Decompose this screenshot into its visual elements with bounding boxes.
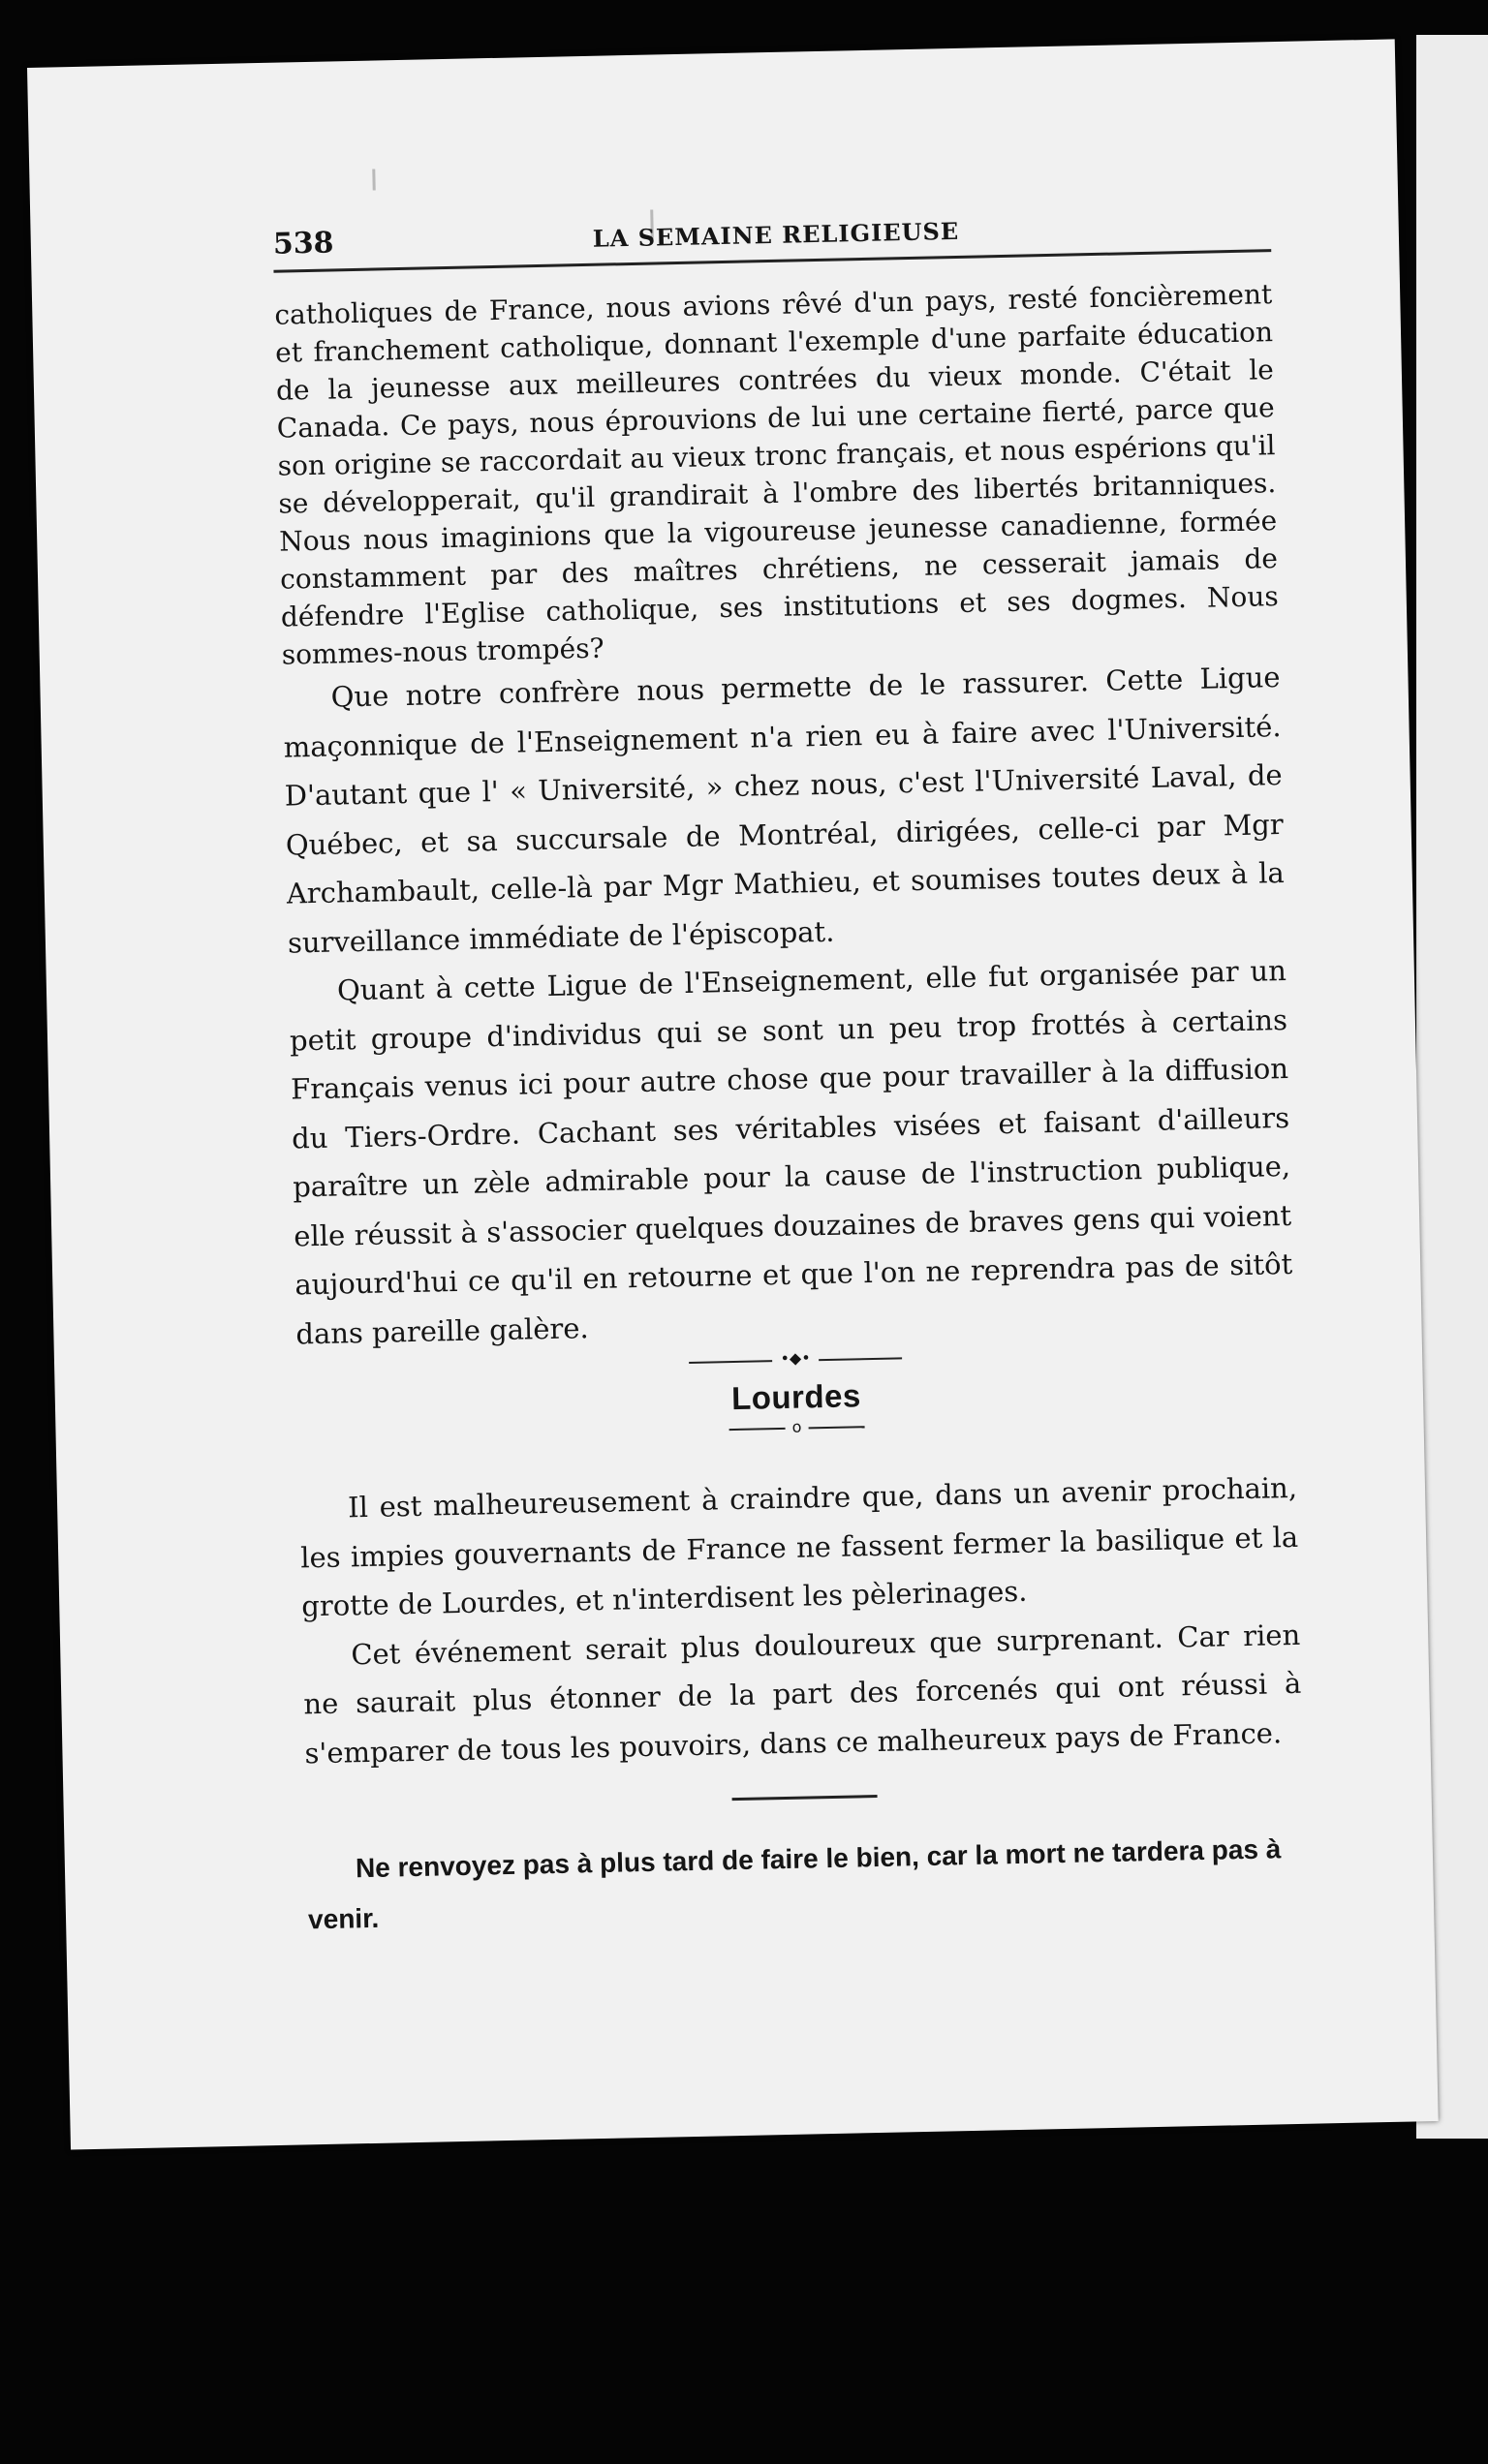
document-page [27,39,1439,2149]
section-title: Lourdes [730,1377,862,1417]
page-content [273,206,1307,1945]
end-rule [732,1795,878,1801]
running-header [273,206,1272,273]
body-paragraph: catholiques de France, nous avions rêvé d'un pays, resté foncièrement et franchement catholique, donnant l'exemple d'une parfaite éducation de la jeunesse aux meilleures contrées du vieux monde. C'était le Canada. Ce pays, nous éprouvions de lui une certaine fierté, parce que son origine se raccordait au vieux tronc français, et nous espérions qu'il se développerait, qu'il grandirait à l'ombre des libertés britanniques. Nous nous imaginions que la vigoureuse jeunesse canadienne, formée constamment par des maîtres chrétiens, ne cesserait jamais de défendre l'Eglise catholique, ses institutions et ses dogmes. Nous sommes-nous trompés? [274,278,1280,671]
section-paragraph: Cet événement serait plus douloureux que surprenant. Car rien ne saurait plus étonner de la part des forcenés qui ont réussi à s'emparer de tous les pouvoirs, dans ce malheureux pays de France. [303,1617,1302,1770]
body-paragraph: Que notre confrère nous permette de le rassurer. Cette Ligue maçonnique de l'Enseignement n'a rien eu à faire avec l'Université. D'autant que l' « Université, » chez nous, c'est l'Université Laval, de Québec, et sa succursale de Montréal, dirigées, celle-ci par Mgr Archambault, celle-là par Mgr Mathieu, et soumises toutes deux à la surveillance immédiate de l'épiscopat. [283,661,1286,960]
title-ornament: o [785,1419,808,1434]
scan-speck [372,169,375,190]
page-number: 538 [272,226,334,262]
separator-ornament: •◆• [772,1349,819,1368]
body-paragraph: Quant à cette Ligue de l'Enseignement, elle fut organisée par un petit groupe d'individus qui se sont un peu trop frottés à certains Français venus ici pour autre chose que pour travailler à la diffusion du Tiers-Ordre. Cachant ses véritables visées et faisant d'ailleurs paraître un zèle admirable pour la cause de l'instruction publique, elle réussit à s'associer quelques douzaines de braves gens qui voient aujourd'hui ce qu'il en retourne et que l'on ne reprendra pas de sitôt dans pareille galère. [289,953,1293,1350]
section-paragraph: Il est malheureusement à craindre que, dans un avenir prochain, les impies gouvernants de France ne fassent fermer la basilique et la grotte de Lourdes, et n'interdisent les pèlerinages. [299,1470,1299,1623]
closing-maxim: Ne renvoyez pas à plus tard de faire le bien, car la mort ne tardera pas à venir. [307,1833,1282,1935]
title-rule [729,1417,865,1446]
running-title: LA SEMAINE RELIGIEUSE [592,216,960,253]
